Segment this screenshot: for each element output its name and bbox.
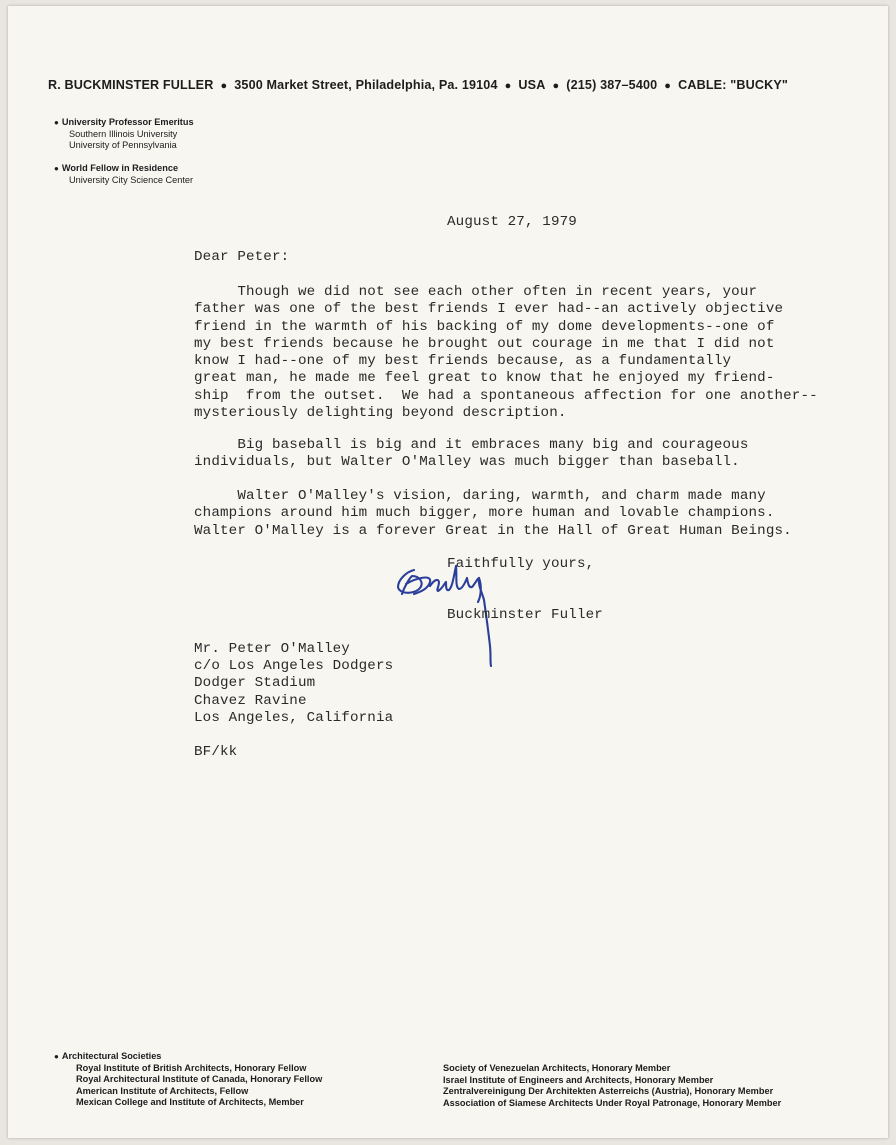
bullet-dot-icon: ●: [220, 80, 228, 92]
closing: Faithfully yours,: [447, 556, 595, 572]
letter-paragraph: [194, 284, 818, 422]
letter-line: Walter O'Malley is a forever Great in the Hall of Great Human Beings.: [194, 522, 792, 539]
footer-item: Association of Siamese Architects Under Royal Patronage, Honorary Member: [443, 1097, 782, 1108]
footer-societies-right: [443, 1063, 781, 1109]
bullet-dot-icon: ●: [664, 80, 672, 92]
affiliation-block: [54, 163, 193, 186]
footer-item: Society of Venezuelan Architects, Honorary Member: [443, 1063, 671, 1073]
letter-line: Big baseball is big and it embraces many big and courageous: [194, 437, 749, 453]
letter-line: my best friends because he brought out courage in me that I did not: [194, 335, 775, 352]
letter-line: individuals, but Walter O'Malley was much bigger than baseball.: [194, 454, 740, 471]
signer-name: Buckminster Fuller: [447, 607, 603, 623]
affiliation-title: World Fellow in Residence: [61, 163, 179, 173]
affiliation-title: University Professor Emeritus: [61, 117, 194, 127]
footer-item: Royal Institute of British Architects, Honorary Fellow: [76, 1062, 307, 1073]
footer-societies-left: [54, 1051, 322, 1109]
recipient-line: Chavez Ravine: [194, 692, 307, 709]
footer-item: Mexican College and Institute of Architects, Member: [76, 1097, 304, 1108]
letterhead-address: 3500 Market Street, Philadelphia, Pa. 19104: [234, 78, 498, 92]
recipient-address: [194, 641, 393, 727]
salutation: Dear Peter:: [194, 249, 290, 265]
footer-item: American Institute of Architects, Fellow: [76, 1085, 249, 1096]
letter-date: August 27, 1979: [447, 214, 577, 230]
letterhead-name: R. BUCKMINSTER FULLER: [48, 78, 214, 92]
recipient-line: Los Angeles, California: [194, 709, 394, 726]
letter-line: mysteriously delighting beyond description.: [194, 405, 567, 422]
recipient-line: c/o Los Angeles Dodgers: [194, 658, 394, 675]
letterhead-country: USA: [518, 78, 546, 92]
letter-line: Walter O'Malley's vision, daring, warmth, and charm made many: [194, 488, 766, 504]
letterhead-phone: (215) 387–5400: [566, 78, 658, 92]
letter-paragraph: [194, 437, 749, 472]
bullet-dot-icon: ●: [552, 80, 560, 92]
letter-paragraph: [194, 488, 792, 540]
letter-line: Though we did not see each other often in recent years, your: [194, 284, 758, 300]
letter-line: great man, he made me feel great to know that he enjoyed my friend-: [194, 370, 775, 387]
letter-line: know I had--one of my best friends because, as a fundamentally: [194, 353, 732, 370]
letter-line: ship from the outset. We had a spontaneous affection for one another--: [194, 387, 818, 404]
bullet-dot-icon: ●: [54, 164, 59, 173]
letter-line: father was one of the best friends I ever had--an actively objective: [194, 301, 784, 318]
letterhead: [48, 78, 788, 92]
bullet-dot-icon: ●: [54, 1052, 59, 1061]
typist-initials: BF/kk: [194, 744, 238, 760]
footer-item: Israel Institute of Engineers and Architects, Honorary Member: [443, 1074, 714, 1085]
footer-item: Royal Architectural Institute of Canada, Honorary Fellow: [76, 1074, 323, 1085]
affiliation-line: University City Science Center: [69, 174, 194, 185]
footer-title: Architectural Societies: [61, 1051, 162, 1061]
affiliation-block: [54, 117, 194, 152]
affiliation-line: Southern Illinois University: [69, 128, 178, 139]
recipient-line: Dodger Stadium: [194, 675, 316, 692]
affiliation-line: University of Pennsylvania: [69, 140, 177, 151]
letter-line: friend in the warmth of his backing of my dome developments--one of: [194, 318, 775, 335]
footer-item: Zentralvereinigung Der Architekten Asterreichs (Austria), Honorary Member: [443, 1086, 774, 1097]
recipient-line: Mr. Peter O'Malley: [194, 641, 350, 657]
bullet-dot-icon: ●: [54, 118, 59, 127]
letter-line: champions around him much bigger, more human and lovable champions.: [194, 505, 775, 522]
letterhead-cable: CABLE: "BUCKY": [678, 78, 788, 92]
bullet-dot-icon: ●: [504, 80, 512, 92]
